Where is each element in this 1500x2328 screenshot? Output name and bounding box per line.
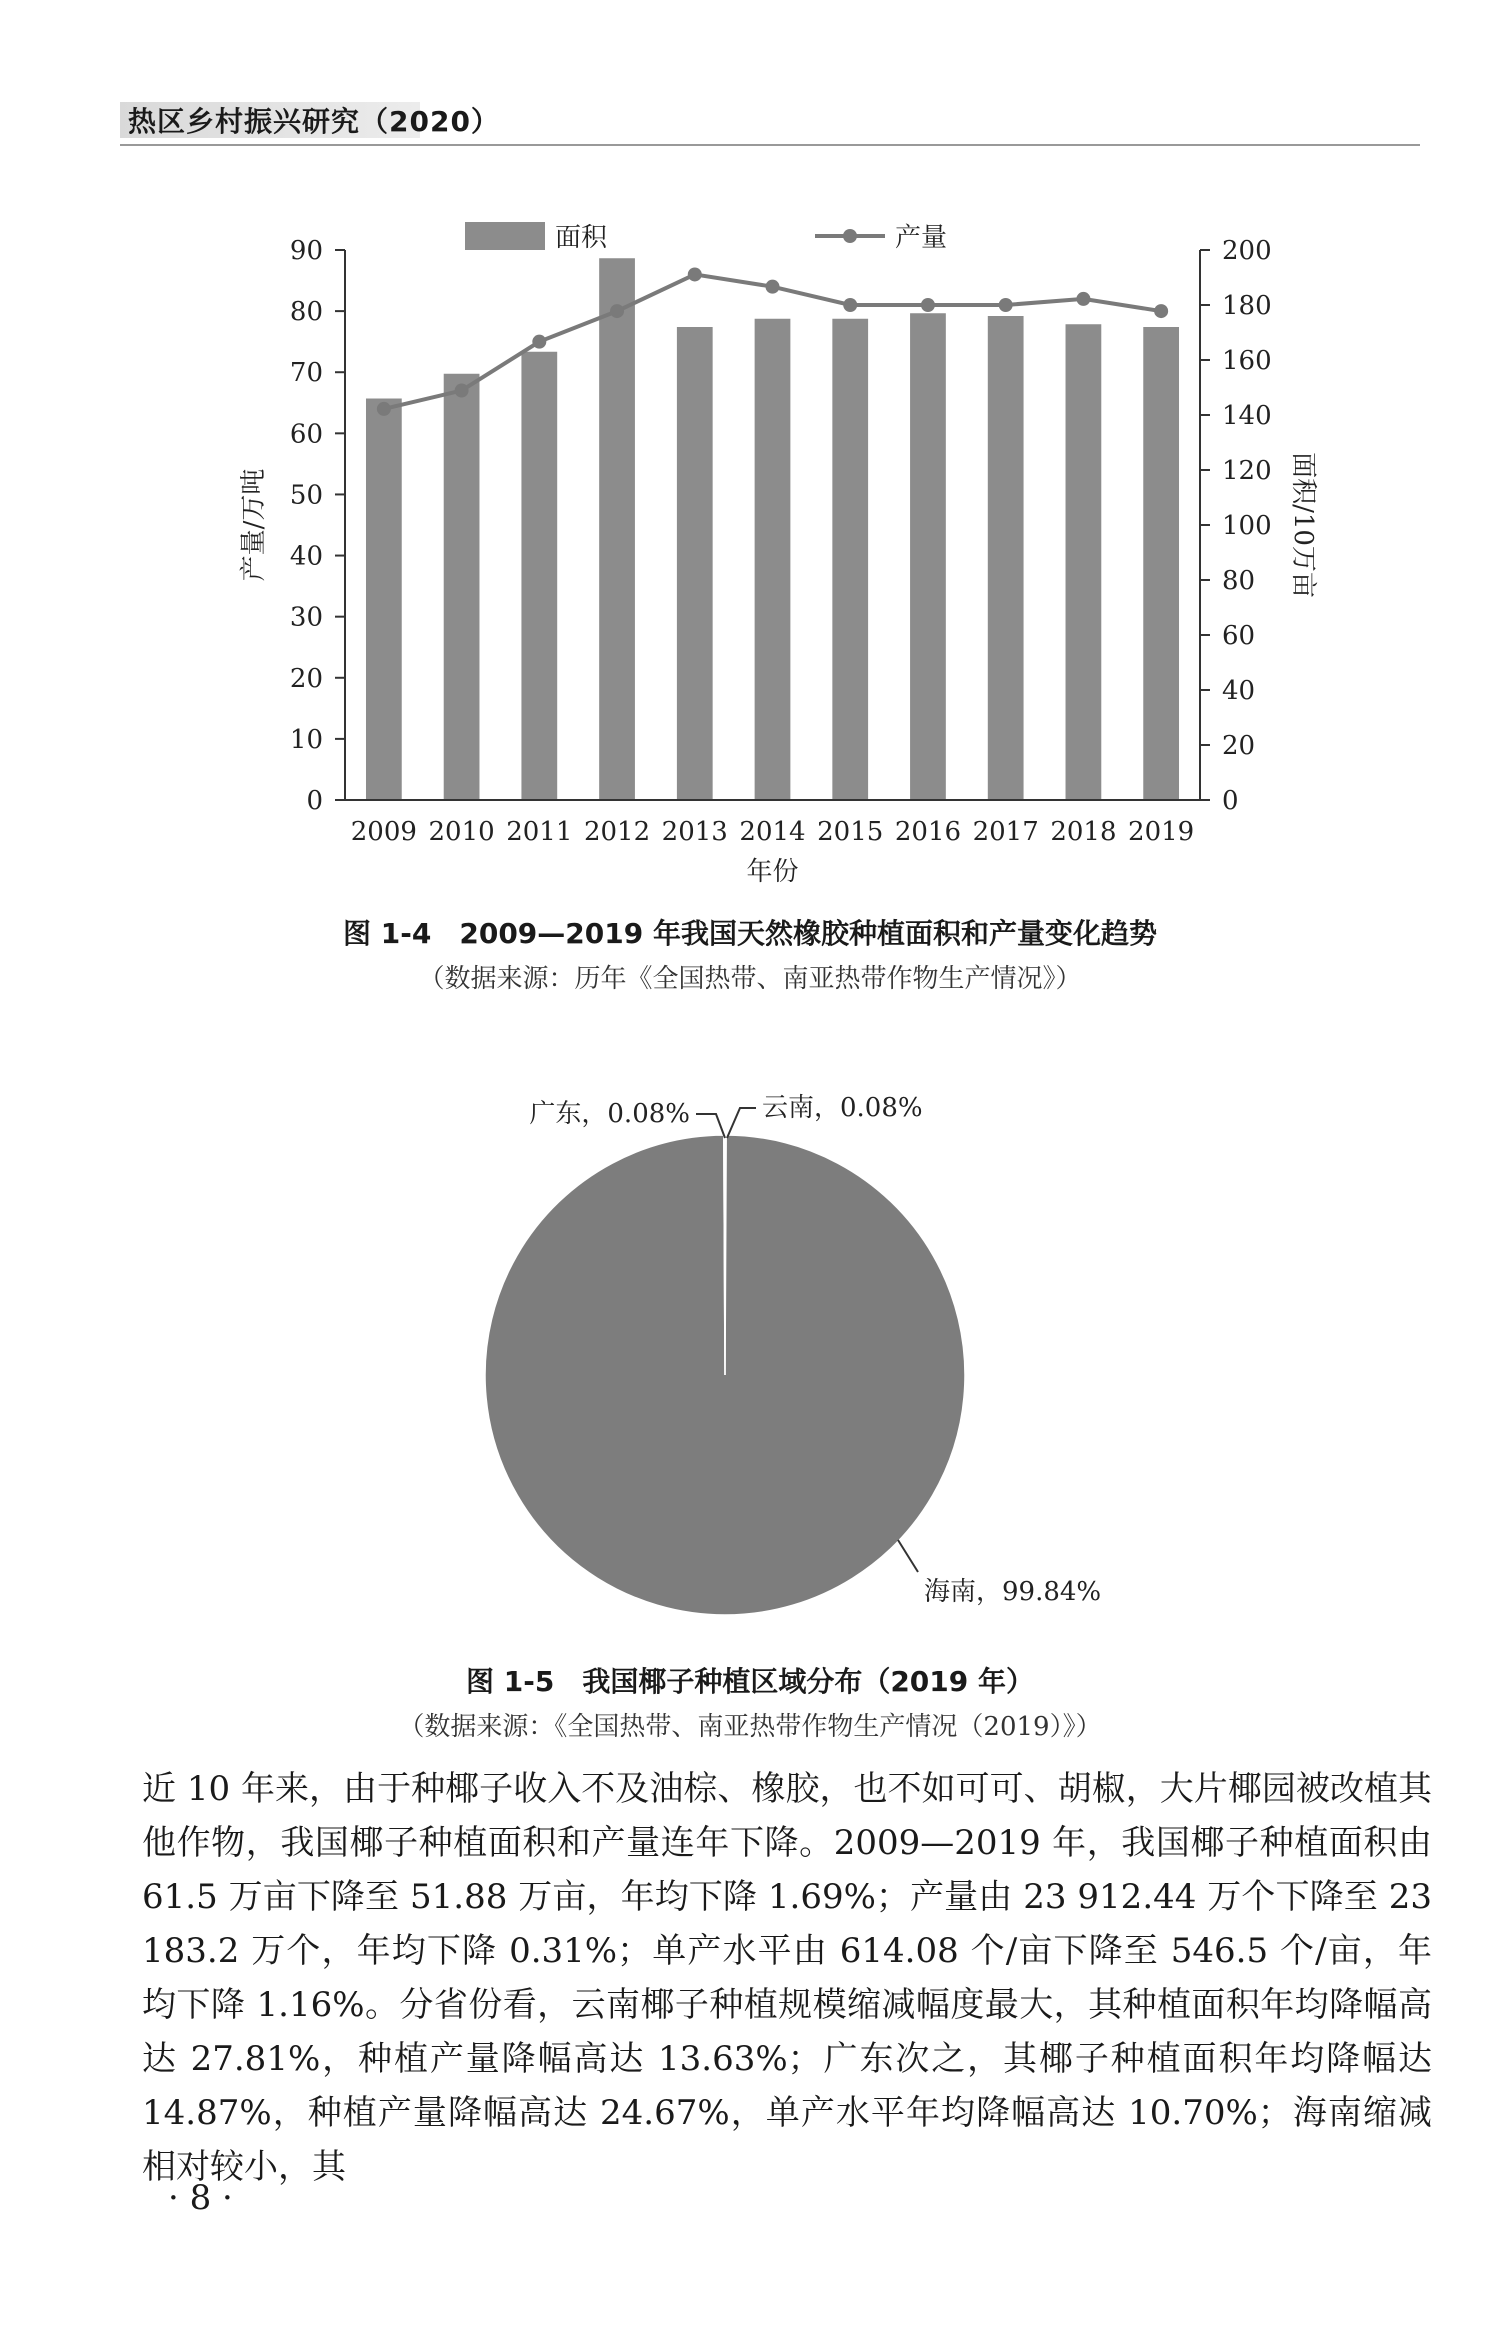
left-tick-label: 70 xyxy=(289,358,323,389)
x-tick-label-2012: 2012 xyxy=(583,817,651,847)
left-tick-label: 20 xyxy=(289,663,323,694)
output-point-2009 xyxy=(377,402,391,416)
right-tick-label: 80 xyxy=(1222,566,1256,596)
output-point-2013 xyxy=(688,267,702,281)
right-tick-label: 60 xyxy=(1222,621,1256,651)
legend-area-label: 面积 xyxy=(555,223,608,253)
x-tick-label-2014: 2014 xyxy=(739,817,806,847)
figure-1-5-caption: 图 1-5 我国椰子种植区域分布（2019 年） xyxy=(465,1665,1034,1698)
rubber-area-output-chart xyxy=(200,200,1380,900)
figure-1-5-source: （数据来源：《全国热带、南亚热带作物生产情况（2019）》） xyxy=(398,1712,1102,1742)
left-axis-title: 产量/万吨 xyxy=(239,468,269,582)
right-tick-label: 180 xyxy=(1222,291,1272,321)
bar-area-2015 xyxy=(832,319,868,800)
label-guangdong: 广东，0.08% xyxy=(529,1099,690,1129)
bar-area-2013 xyxy=(677,327,713,800)
legend-area-swatch xyxy=(465,222,545,250)
x-tick-label-2019: 2019 xyxy=(1128,817,1195,847)
right-tick-label: 20 xyxy=(1222,731,1256,761)
x-tick-label-2011: 2011 xyxy=(506,817,573,847)
label-hainan: 海南，99.84% xyxy=(924,1577,1102,1607)
output-point-2011 xyxy=(532,335,546,349)
leader-yunnan xyxy=(727,1108,756,1138)
coconut-region-pie-chart xyxy=(440,1040,1160,1640)
x-tick-label-2015: 2015 xyxy=(817,817,884,847)
body-paragraph: 近 10 年来，由于种椰子收入不及油棕、橡胶，也不如可可、胡椒，大片椰园被改植其他作物，我国椰子种植面积和产量连年下降。2009—2019 年，我国椰子种植面积由 61.5 万亩下降至 51.88 万亩，年均下降 1.69%；产量由 23 912.44 万个下降至 23 183.2 万个，年均下降 0.31%；单产水平由 614.08 个/亩下降至 546.5 个/亩，年均下降 1.16%。分省份看，云南椰子种植规模缩减幅度最大，其种植面积年均降幅高达 27.81%，种植产量降幅高达 13.63%；广东次之，其椰子种植面积年均降幅达 14.87%，种植产量降幅高达 24.67%，单产水平年均降幅高达 10.70%；海南缩减相对较小，其 xyxy=(142,1769,1432,2187)
left-tick-label: 40 xyxy=(289,541,323,572)
bar-area-2011 xyxy=(521,352,557,800)
running-header xyxy=(120,96,1420,146)
right-tick-label: 0 xyxy=(1222,786,1239,816)
output-point-2019 xyxy=(1154,304,1168,318)
bar-area-2010 xyxy=(444,374,480,800)
bar-area-2012 xyxy=(599,258,635,800)
figure-1-4-caption: 图 1-4 2009—2019 年我国天然橡胶种植面积和产量变化趋势 xyxy=(343,917,1157,950)
page-number: · 8 · xyxy=(168,2178,233,2218)
right-tick-label: 40 xyxy=(1222,676,1256,706)
right-tick-label: 140 xyxy=(1222,401,1272,431)
output-point-2014 xyxy=(766,280,780,294)
output-point-2015 xyxy=(843,298,857,312)
right-tick-label: 160 xyxy=(1222,346,1272,376)
bar-area-2018 xyxy=(1066,324,1102,800)
output-point-2016 xyxy=(921,298,935,312)
left-tick-label: 50 xyxy=(289,480,323,511)
left-tick-label: 10 xyxy=(289,724,323,755)
left-tick-label: 90 xyxy=(289,236,323,266)
left-tick-label: 0 xyxy=(306,786,323,816)
bar-area-2017 xyxy=(988,316,1024,800)
x-tick-label-2009: 2009 xyxy=(350,817,417,847)
right-tick-label: 120 xyxy=(1222,456,1272,486)
x-tick-label-2013: 2013 xyxy=(661,817,728,847)
output-point-2012 xyxy=(610,304,624,318)
right-axis-title: 面积/10万亩 xyxy=(1288,452,1318,598)
leader-hainan xyxy=(898,1540,918,1572)
right-tick-label: 100 xyxy=(1222,511,1272,541)
x-tick-label-2016: 2016 xyxy=(894,817,962,847)
x-tick-label-2010: 2010 xyxy=(428,817,495,847)
book-title: 热区乡村振兴研究（2020） xyxy=(128,105,500,138)
legend-output-marker xyxy=(843,229,857,243)
x-tick-label-2017: 2017 xyxy=(972,817,1039,847)
left-tick-label: 60 xyxy=(289,419,323,450)
x-axis-title: 年份 xyxy=(746,857,799,887)
left-tick-label: 30 xyxy=(289,602,323,633)
right-tick-label: 200 xyxy=(1222,236,1272,266)
left-tick-label: 80 xyxy=(289,297,323,328)
x-tick-label-2018: 2018 xyxy=(1050,817,1117,847)
figure-1-4-source: （数据来源：历年《全国热带、南亚热带作物生产情况》） xyxy=(418,964,1082,994)
bar-area-2009 xyxy=(366,399,402,801)
bar-area-2014 xyxy=(755,319,791,800)
bar-area-2019 xyxy=(1143,327,1179,800)
bar-area-2016 xyxy=(910,313,946,800)
legend-output-label: 产量 xyxy=(895,223,948,253)
label-yunnan: 云南，0.08% xyxy=(762,1093,923,1123)
output-point-2010 xyxy=(455,384,469,398)
output-point-2017 xyxy=(999,298,1013,312)
output-point-2018 xyxy=(1076,292,1090,306)
